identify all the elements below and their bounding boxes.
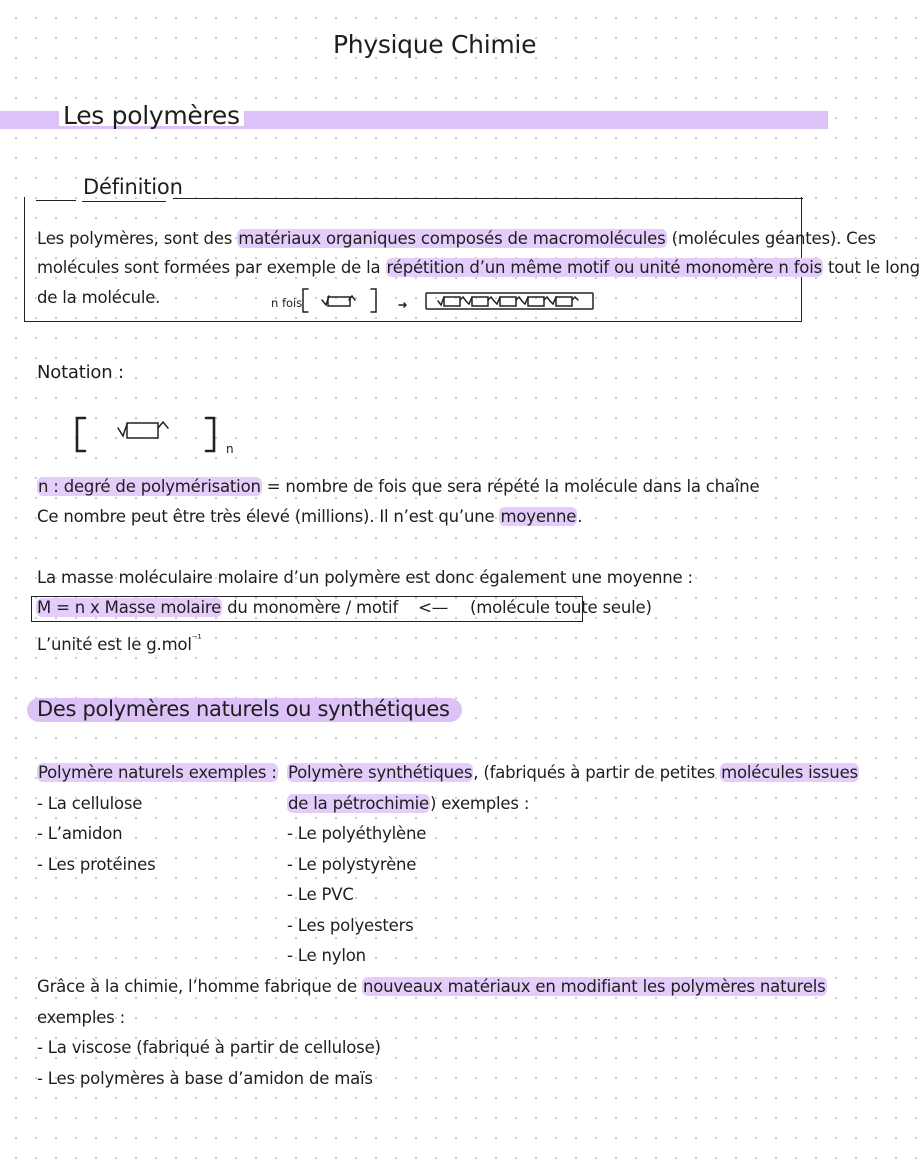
highlight: moyenne <box>500 507 577 526</box>
notation-line: Ce nombre peut être très élevé (millions). Il n’est qu’une moyenne. <box>37 507 583 526</box>
definition-line: de la molécule. <box>37 288 161 307</box>
unit-line: L’unité est le g.mol$^{^{-1}}$ <box>37 632 202 654</box>
notation-subscript: n <box>226 442 234 456</box>
arrow-icon: <— <box>418 598 448 617</box>
notation-line: n : degré de polymérisation = nombre de fois que sera répété la molécule dans la chaîne <box>38 477 760 496</box>
highlight: M = n x Masse molaire <box>37 598 222 617</box>
highlight: Polymère synthétiques <box>288 763 473 782</box>
list-item: - Le polystyrène <box>287 855 417 874</box>
diagram-label: n fois <box>271 296 303 310</box>
list-item: - Le PVC <box>287 885 354 904</box>
list-item: - La cellulose <box>37 794 143 813</box>
highlight: répétition d’un même motif ou unité monomère n fois <box>386 258 822 277</box>
highlight: Polymère naturels exemples : <box>38 763 277 782</box>
list-item: - La viscose (fabriqué à partir de cellulose) <box>37 1038 381 1057</box>
highlight: n : degré de polymérisation <box>38 477 261 496</box>
highlight: molécules issues <box>721 763 858 782</box>
list-item: - Les protéines <box>37 855 156 874</box>
notation-heading: Notation : <box>37 362 124 383</box>
list-item: - Les polyesters <box>287 916 414 935</box>
closing-line: Grâce à la chimie, l’homme fabrique de nouveaux matériaux en modifiant les polymères naturels <box>37 977 826 996</box>
synthetic-heading: Polymère synthétiques, (fabriqués à partir de petites molécules issues <box>288 763 858 782</box>
definition-line: molécules sont formées par exemple de la répétition d’un même motif ou unité monomère n fois tout le long <box>37 258 920 277</box>
highlight: matériaux organiques composés de macromolécules <box>238 229 666 248</box>
section-title-naturels-synthetiques: Des polymères naturels ou synthétiques <box>27 698 462 722</box>
section-title-polymeres: Les polymères <box>59 106 244 126</box>
synthetic-heading-line2: de la pétrochimie) exemples : <box>288 794 530 813</box>
definition-line: Les polymères, sont des matériaux organiques composés de macromolécules (molécules géantes). Ces <box>37 229 876 248</box>
natural-heading <box>37 763 278 783</box>
highlight: nouveaux matériaux en modifiant les polymères naturels <box>362 977 826 996</box>
list-item: - Le polyéthylène <box>287 824 427 843</box>
list-item: - Les polymères à base d’amidon de maïs <box>37 1069 373 1088</box>
list-item: - Le nylon <box>287 946 366 965</box>
highlight: de la pétrochimie <box>288 794 429 813</box>
list-item: - L’amidon <box>37 824 123 843</box>
notation-line: La masse moléculaire molaire d’un polymère est donc également une moyenne : <box>37 568 693 587</box>
page-title: Physique Chimie <box>333 30 537 59</box>
formula-line: M = n x Masse molaire du monomère / motif <— (molécule toute seule) <box>37 598 652 617</box>
closing-line: exemples : <box>37 1008 125 1027</box>
definition-heading: Définition <box>83 175 183 199</box>
